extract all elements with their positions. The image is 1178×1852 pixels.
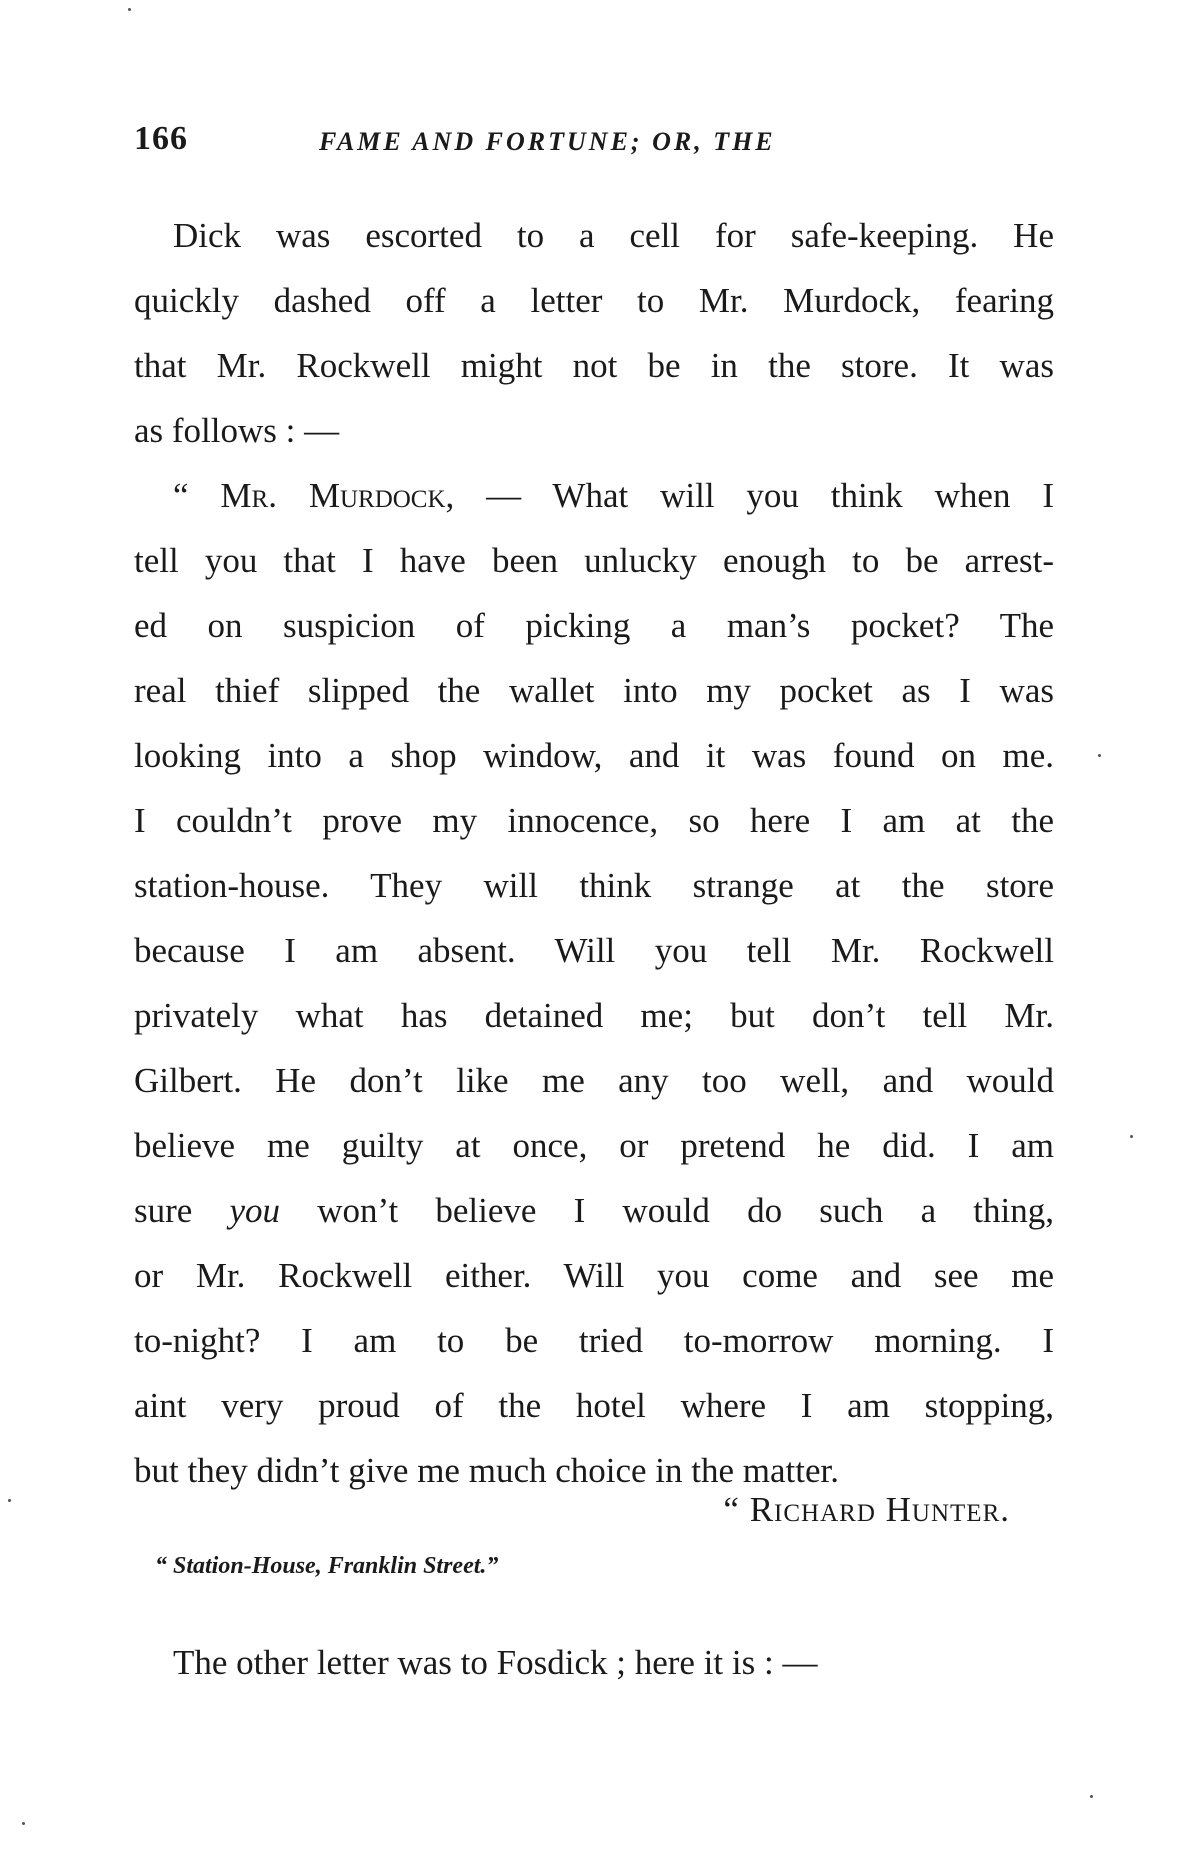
letter-opening-line — [134, 463, 1054, 528]
text-line: privately what has detained me; but don’t tell Mr. — [134, 996, 1054, 1035]
emphasis-after: won’t believe I would do such a thing, — [280, 1191, 1054, 1230]
scan-speck — [1130, 1135, 1133, 1138]
page-header — [134, 120, 1054, 170]
scan-speck — [1090, 1795, 1093, 1798]
letter-dateline: “ Station-House, Franklin Street.” — [155, 1553, 499, 1579]
text-line: to-night? I am to be tried to-morrow morning. I — [134, 1321, 1054, 1360]
letter-opening-text: — What will you think when I — [486, 476, 1054, 515]
text-line: as follows : — — [134, 411, 340, 450]
emphasis-before: sure — [134, 1191, 230, 1230]
scan-speck — [128, 8, 131, 11]
letter-salutation: “ Mr. Murdock, — [173, 476, 487, 515]
scan-speck — [1098, 754, 1101, 757]
letter-body — [134, 463, 1054, 1503]
text-line: because I am absent. Will you tell Mr. Rockwell — [134, 931, 1054, 970]
text-line: quickly dashed off a letter to Mr. Murdock, fearing — [134, 281, 1054, 320]
text-line: aint very proud of the hotel where I am stopping, — [134, 1386, 1054, 1425]
emphasized-word: you — [229, 1191, 281, 1230]
text-line: that Mr. Rockwell might not be in the store. It was — [134, 346, 1054, 385]
text-line: looking into a shop window, and it was found on me. — [134, 736, 1054, 775]
text-line: ed on suspicion of picking a man’s pocket? The — [134, 606, 1054, 645]
text-line: real thief slipped the wallet into my pocket as I was — [134, 671, 1054, 710]
paragraph-1 — [134, 203, 1054, 463]
page-number: 166 — [134, 120, 188, 157]
text-line: or Mr. Rockwell either. Will you come and see me — [134, 1256, 1054, 1295]
text-line: but they didn’t give me much choice in the matter. — [134, 1451, 840, 1490]
scan-speck — [8, 1499, 11, 1502]
text-line: station-house. They will think strange at the store — [134, 866, 1054, 905]
text-line: Gilbert. He don’t like me any too well, and would — [134, 1061, 1054, 1100]
text-line: tell you that I have been unlucky enough to be arrest- — [134, 541, 1054, 580]
emphasis-line — [134, 1178, 1054, 1243]
scan-speck — [22, 1822, 25, 1825]
text-line: believe me guilty at once, or pretend he did. I am — [134, 1126, 1054, 1165]
letter-signature: “ Richard Hunter. — [723, 1490, 1010, 1529]
closing-line: The other letter was to Fosdick ; here it is : — — [173, 1643, 818, 1682]
text-line: I couldn’t prove my innocence, so here I am at the — [134, 801, 1054, 840]
running-head: FAME AND FORTUNE; OR, THE — [319, 127, 776, 156]
text-line: Dick was escorted to a cell for safe-keeping. He — [173, 216, 1054, 255]
